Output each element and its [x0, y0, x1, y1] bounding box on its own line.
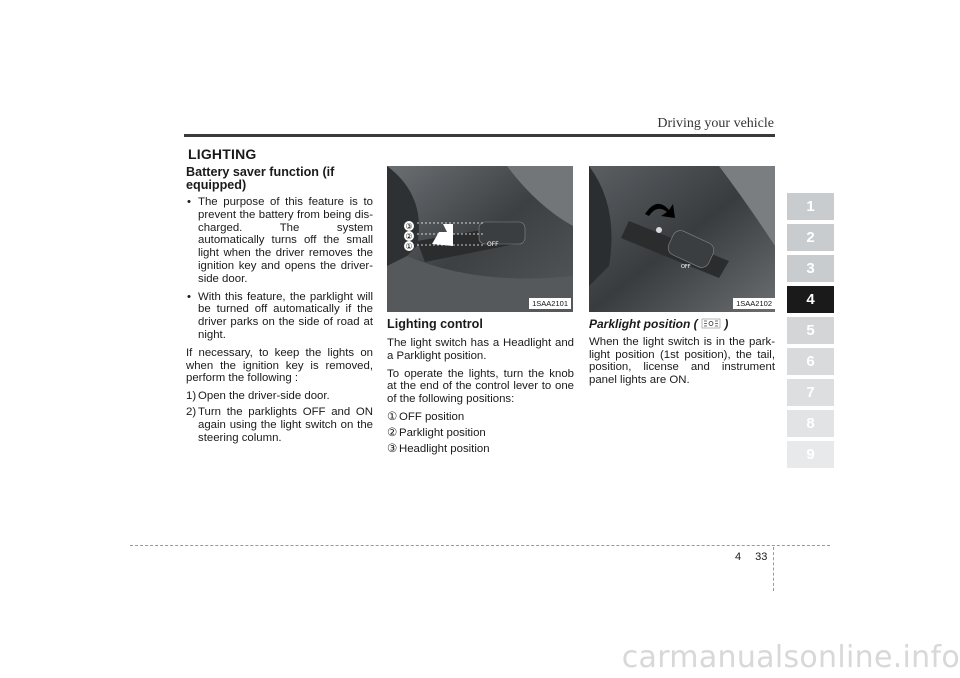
bullet-icon: • — [187, 290, 191, 303]
chapter-tab-7[interactable]: 7 — [787, 379, 834, 406]
list-item — [186, 390, 373, 403]
list-item — [387, 443, 574, 456]
list-item — [387, 411, 574, 424]
figure-label: ① — [405, 242, 413, 251]
page-number — [735, 551, 767, 563]
figure-label: ③ — [405, 222, 413, 231]
step-text: Open the driver-side door. — [198, 390, 330, 403]
list-item — [186, 196, 373, 286]
light-switch-illustration — [387, 166, 573, 312]
chapter-number: 4 — [735, 551, 742, 563]
list-item — [186, 291, 373, 342]
chapter-tab-8[interactable]: 8 — [787, 410, 834, 437]
chapter-tab-4[interactable]: 4 — [787, 286, 834, 313]
chapter-tab-2[interactable]: 2 — [787, 224, 834, 251]
chapter-tab-5[interactable]: 5 — [787, 317, 834, 344]
bullet-text: With this feature, the parklight will be turned off automatically if the driver parks on the side of road at night. — [198, 290, 373, 341]
left-column — [186, 166, 373, 447]
parklight-photo — [589, 166, 775, 312]
parklight-icon — [701, 318, 721, 329]
figure-label: OFF — [487, 241, 499, 248]
position-number: ① — [387, 410, 398, 423]
body-paragraph: To operate the lights, turn the knob at the end of the control lever to one of the following positions: — [387, 367, 574, 406]
chapter-tabs — [787, 193, 834, 472]
parklight-illustration — [589, 166, 775, 312]
list-item — [387, 427, 574, 440]
figure-label: ② — [405, 232, 413, 241]
chapter-tab-1[interactable]: 1 — [787, 193, 834, 220]
chapter-tab-3[interactable]: 3 — [787, 255, 834, 282]
body-paragraph: The light switch has a Headlight and a Parklight position. — [387, 337, 574, 362]
body-paragraph: When the light switch is in the park-light position (1st position), the tail, position, license and instrument panel lights are ON. — [589, 335, 775, 387]
chapter-title: Driving your vehicle — [657, 116, 774, 131]
footer-vertical-divider — [773, 547, 774, 591]
parklight-heading-prefix: Parklight position ( — [589, 317, 698, 331]
middle-column — [387, 318, 574, 458]
step-text: Turn the parklights OFF and ON again using the light switch on the steering column. — [198, 405, 373, 444]
watermark: carmanualsonline.info — [621, 640, 960, 675]
light-switch-photo — [387, 166, 573, 312]
page-number-value: 33 — [755, 551, 768, 563]
list-item — [186, 406, 373, 444]
bullet-icon: • — [187, 196, 191, 208]
figure-label: OFF — [681, 264, 691, 270]
lighting-control-heading: Lighting control — [387, 317, 483, 331]
image-caption: 1SAA2101 — [529, 298, 571, 309]
image-caption: 1SAA2102 — [733, 298, 775, 309]
step-number: 2) — [186, 405, 197, 418]
right-column — [589, 318, 775, 392]
position-text: OFF position — [399, 410, 465, 423]
bullet-text: The purpose of this feature is to prevent the battery from being dis-charged. The system automatically turns off the small light when the driver removes the ignition key and opens the driver- side door. — [198, 196, 373, 285]
position-text: Parklight position — [399, 426, 486, 439]
instruction-paragraph: If necessary, to keep the lights on when the ignition key is removed, perform the following : — [186, 346, 373, 385]
chapter-tab-9[interactable]: 9 — [787, 441, 834, 468]
position-text: Headlight position — [399, 442, 490, 455]
footer-divider — [130, 545, 830, 546]
position-number: ② — [387, 426, 398, 439]
battery-saver-heading: Battery saver function (if equipped) — [186, 165, 335, 192]
parklight-heading — [589, 318, 775, 331]
header-rule — [184, 134, 775, 137]
parklight-heading-suffix: ) — [724, 317, 729, 331]
position-number: ③ — [387, 442, 398, 455]
step-number: 1) — [186, 390, 197, 403]
section-title: LIGHTING — [188, 146, 257, 162]
chapter-tab-6[interactable]: 6 — [787, 348, 834, 375]
